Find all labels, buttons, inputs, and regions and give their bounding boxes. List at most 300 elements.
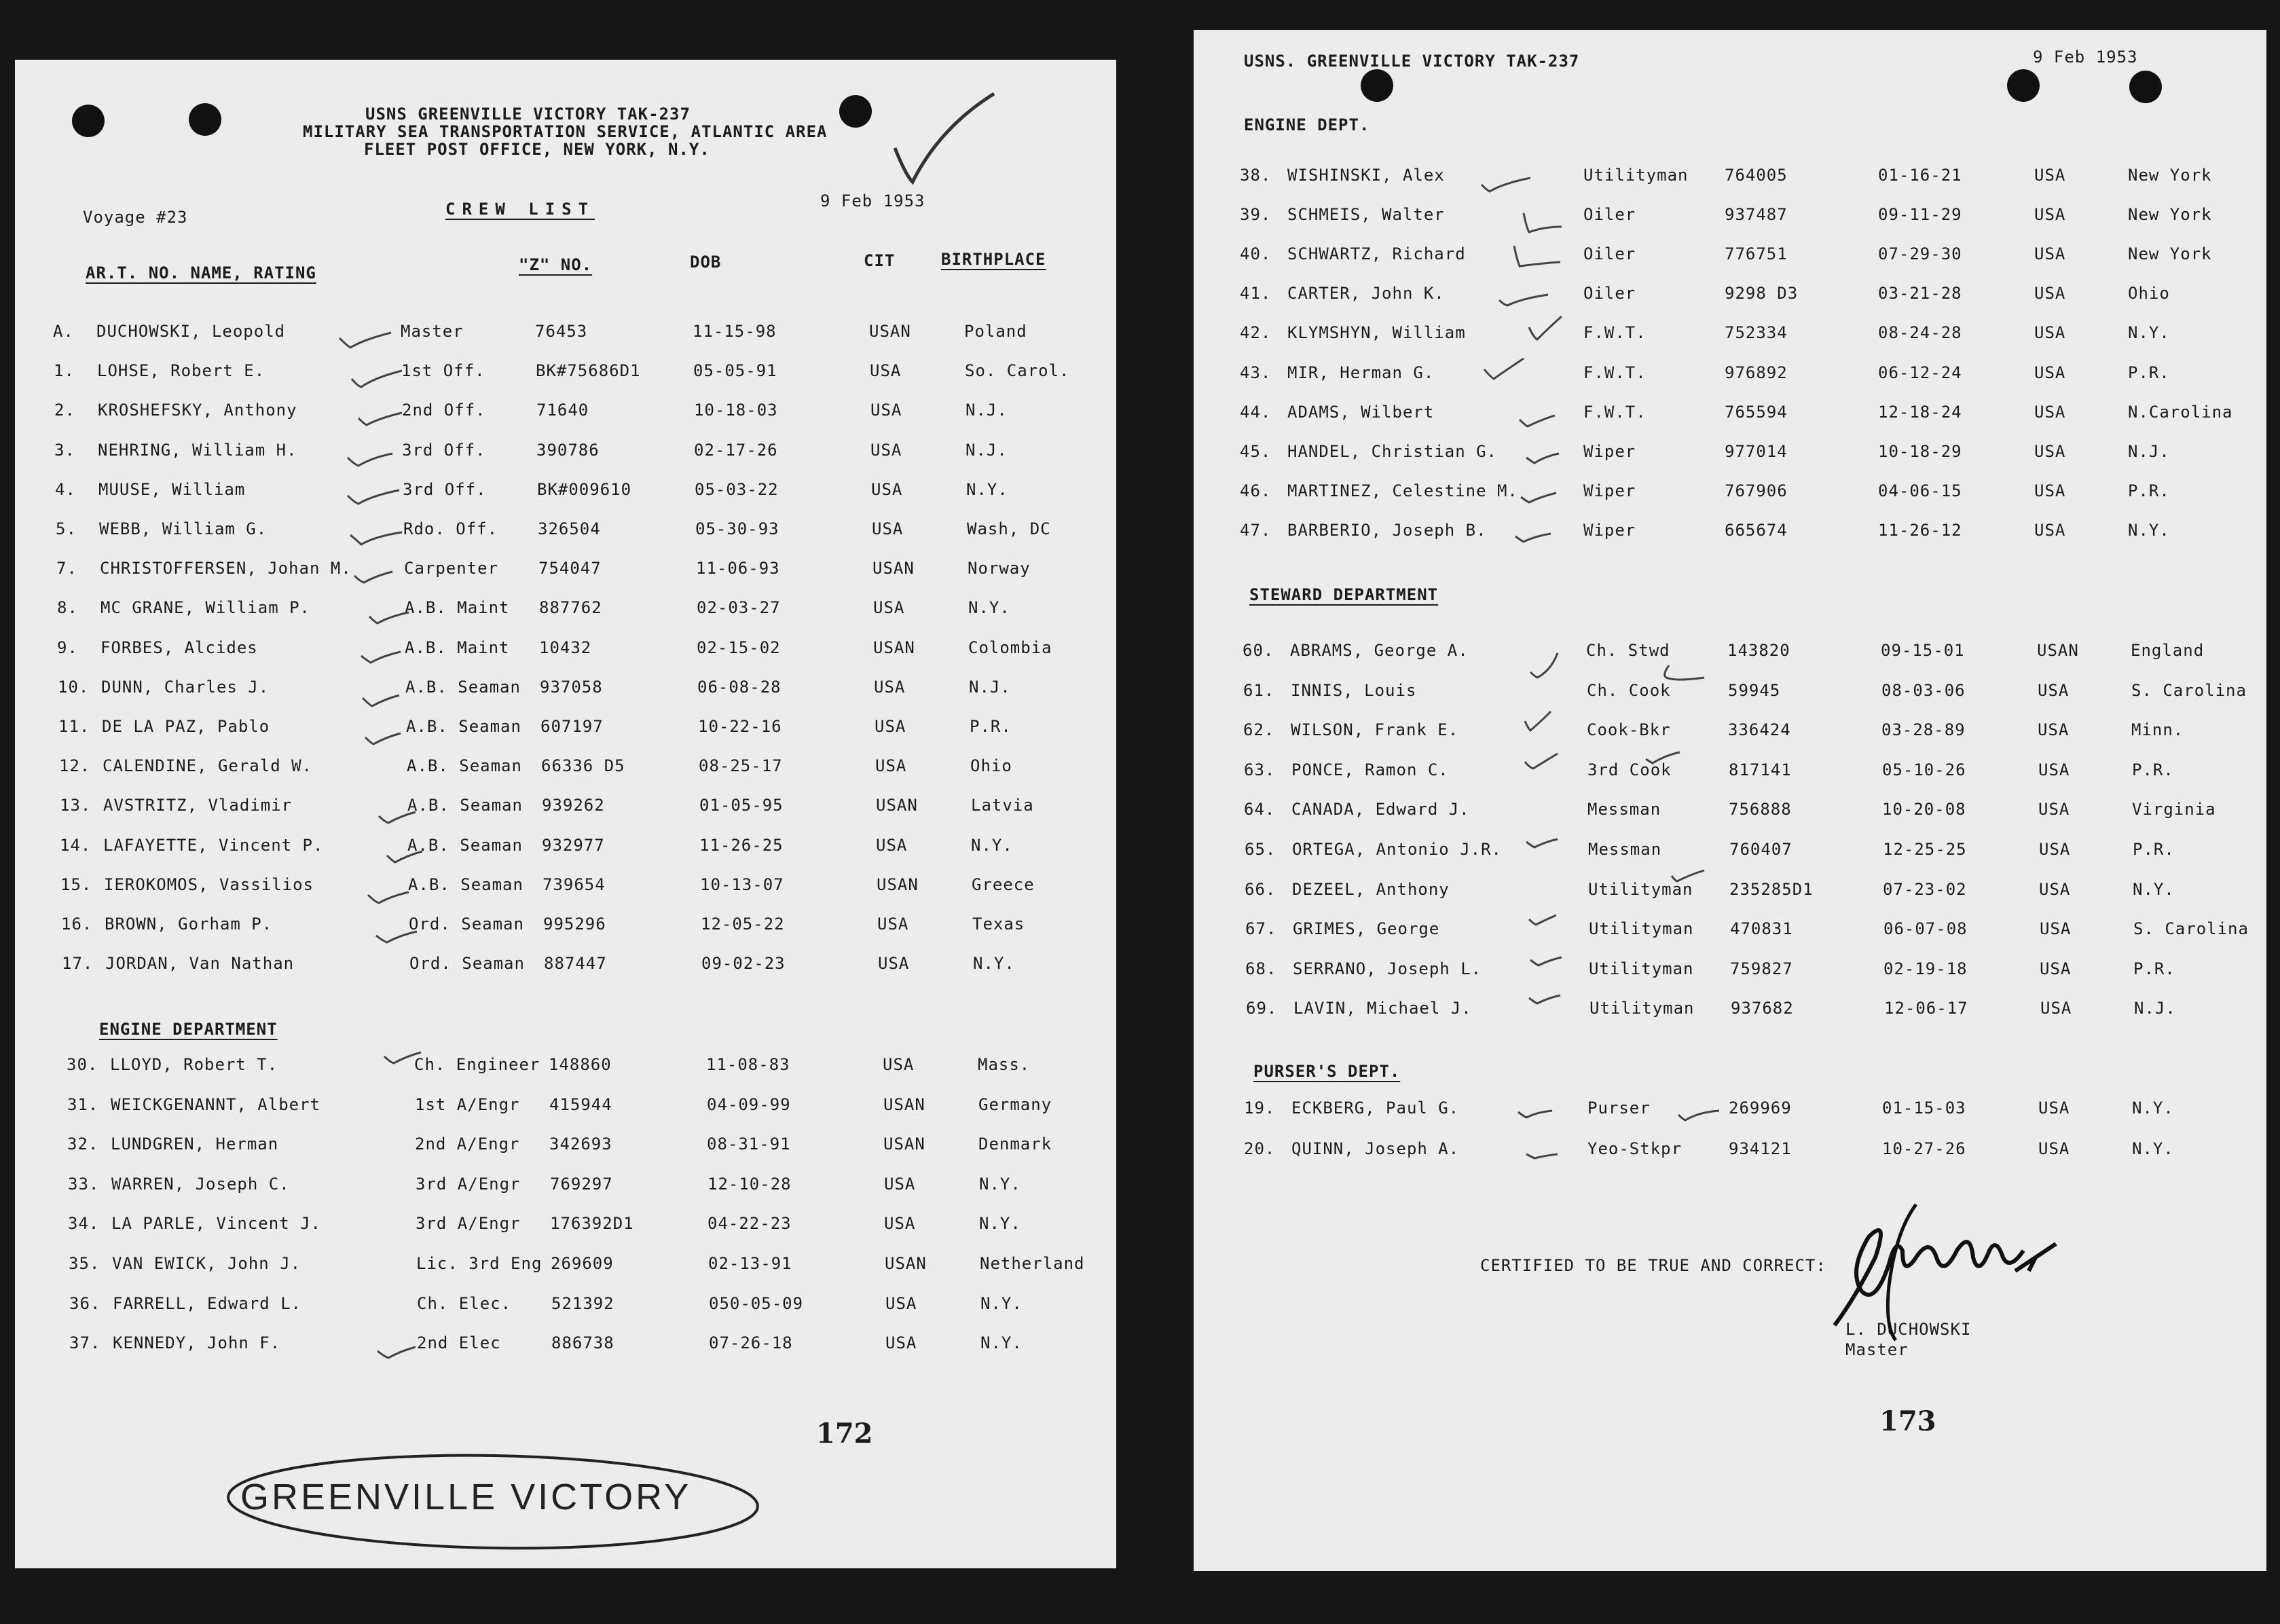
crew-z-number: 756888: [1729, 800, 1792, 819]
crew-rating: Oiler: [1583, 284, 1636, 303]
crew-citizenship: USA: [2038, 680, 2070, 700]
crew-name: QUINN, Joseph A.: [1291, 1139, 1460, 1158]
crew-citizenship: USAN: [877, 874, 919, 894]
crew-rating: A.B. Seaman: [407, 796, 523, 815]
crew-birthplace: N.J.: [2128, 441, 2170, 461]
crew-rating: F.W.T.: [1583, 323, 1647, 343]
crew-rating: 1st Off.: [401, 361, 485, 381]
header-line-2: MILITARY SEA TRANSPORTATION SERVICE, ATLANTIC AREA: [303, 122, 828, 141]
crew-rating: Oiler: [1583, 205, 1636, 225]
crew-number: 13.: [60, 796, 92, 815]
crew-rating: Wiper: [1583, 481, 1636, 500]
crew-rating: Lic. 3rd Eng: [416, 1254, 543, 1273]
crew-number: A.: [53, 322, 74, 341]
crew-citizenship: USAN: [883, 1094, 925, 1114]
document-date: 9 Feb 1953: [820, 191, 925, 210]
crew-birthplace: N.Y.: [979, 1214, 1021, 1234]
crew-dob: 11-08-83: [706, 1055, 790, 1074]
crew-rating: 3rd Cook: [1587, 760, 1672, 779]
crew-z-number: 754047: [538, 559, 602, 578]
crew-birthplace: N.Y.: [966, 479, 1008, 499]
crew-dob: 050-05-09: [709, 1293, 804, 1313]
crew-citizenship: USA: [2034, 166, 2066, 185]
crew-number: 33.: [68, 1174, 100, 1194]
crew-birthplace: N.Carolina: [2128, 402, 2233, 422]
crew-birthplace: England: [2131, 641, 2205, 660]
crew-citizenship: USAN: [885, 1254, 927, 1273]
crew-birthplace: N.Y.: [2133, 879, 2175, 899]
crew-citizenship: USA: [883, 1055, 915, 1074]
column-header-dob: DOB: [690, 253, 722, 272]
crew-number: 7.: [56, 559, 77, 578]
crew-z-number: 765594: [1725, 402, 1788, 422]
crew-rating: 3rd Off.: [402, 440, 486, 460]
crew-number: 15.: [60, 874, 92, 894]
crew-birthplace: N.Y.: [971, 835, 1013, 855]
column-header-name-rating: AR.T. NO. NAME, RATING: [86, 263, 316, 282]
crew-name: JORDAN, Van Nathan: [105, 954, 295, 974]
crew-number: 9.: [57, 638, 78, 657]
crew-birthplace: Ohio: [2128, 284, 2170, 303]
crew-dob: 02-03-27: [697, 598, 781, 618]
crew-number: 39.: [1240, 205, 1272, 225]
crew-rating: Wiper: [1583, 520, 1636, 540]
crew-z-number: 776751: [1725, 244, 1788, 264]
crew-name: GRIMES, George: [1293, 919, 1440, 939]
crew-z-number: BK#75686D1: [536, 361, 641, 381]
crew-citizenship: USA: [2039, 840, 2071, 859]
crew-dob: 06-12-24: [1878, 363, 1962, 382]
crew-dob: 04-06-15: [1878, 481, 1962, 500]
crew-number: 14.: [60, 835, 92, 855]
crew-name: NEHRING, William H.: [98, 440, 297, 460]
crew-name: HANDEL, Christian G.: [1287, 441, 1497, 461]
crew-birthplace: Netherland: [980, 1254, 1085, 1273]
crew-dob: 03-28-89: [1881, 720, 1966, 740]
crew-z-number: 739654: [543, 874, 606, 894]
crew-rating: 2nd Elec: [417, 1333, 501, 1353]
crew-name: MARTINEZ, Celestine M.: [1287, 481, 1518, 500]
crew-number: 40.: [1240, 244, 1272, 264]
crew-birthplace: P.R.: [2128, 363, 2170, 382]
crew-name: FARRELL, Edward L.: [113, 1293, 302, 1313]
crew-z-number: 995296: [543, 915, 606, 934]
crew-citizenship: USA: [2034, 205, 2066, 225]
crew-citizenship: USAN: [872, 559, 915, 578]
crew-number: 68.: [1245, 959, 1277, 978]
crew-number: 64.: [1244, 800, 1276, 819]
crew-z-number: 76453: [535, 322, 588, 341]
crew-dob: 05-03-22: [695, 479, 779, 499]
signer-title: Master: [1845, 1340, 1909, 1359]
page-number: 173: [1879, 1405, 1936, 1437]
crew-z-number: 886738: [551, 1333, 614, 1353]
crew-citizenship: USA: [2034, 481, 2066, 500]
crew-number: 35.: [69, 1254, 100, 1273]
crew-rating: Purser: [1587, 1099, 1651, 1118]
crew-birthplace: So. Carol.: [965, 361, 1070, 381]
crew-name: DE LA PAZ, Pablo: [102, 717, 270, 736]
document-title: CREW LIST: [445, 200, 595, 219]
crew-dob: 11-26-12: [1878, 520, 1962, 540]
voyage-label: Voyage #23: [83, 208, 188, 227]
crew-birthplace: Greece: [972, 874, 1035, 894]
crew-z-number: BK#009610: [537, 479, 632, 499]
crew-citizenship: USA: [2038, 720, 2070, 740]
certification-statement: CERTIFIED TO BE TRUE AND CORRECT:: [1480, 1256, 1826, 1275]
crew-name: ADAMS, Wilbert: [1287, 402, 1435, 422]
crew-name: LOHSE, Robert E.: [97, 361, 265, 381]
crew-number: 34.: [68, 1214, 100, 1234]
crew-dob: 07-26-18: [709, 1333, 793, 1353]
crew-name: INNIS, Louis: [1291, 680, 1417, 700]
crew-number: 37.: [69, 1333, 101, 1353]
crew-dob: 08-03-06: [1881, 680, 1966, 700]
crew-name: KLYMSHYN, William: [1287, 323, 1466, 343]
crew-rating: A.B. Seaman: [407, 835, 523, 855]
crew-birthplace: Denmark: [978, 1134, 1052, 1154]
crew-dob: 12-10-28: [707, 1174, 792, 1194]
document-date: 9 Feb 1953: [2033, 48, 2138, 67]
crew-dob: 06-08-28: [697, 677, 782, 697]
crew-rating: Messman: [1587, 800, 1661, 819]
crew-name: SCHMEIS, Walter: [1287, 205, 1445, 225]
crew-name: DEZEEL, Anthony: [1292, 879, 1450, 899]
crew-number: 1.: [54, 361, 75, 381]
crew-citizenship: USAN: [876, 796, 918, 815]
crew-dob: 12-25-25: [1883, 840, 1967, 859]
crew-citizenship: USA: [2038, 800, 2070, 819]
crew-dob: 09-11-29: [1878, 205, 1962, 225]
crew-dob: 02-15-02: [697, 638, 781, 657]
crew-citizenship: USA: [2040, 919, 2072, 939]
crew-z-number: 143820: [1727, 641, 1790, 660]
crew-birthplace: P.R.: [2128, 481, 2170, 500]
header-line-3: FLEET POST OFFICE, NEW YORK, N.Y.: [364, 140, 710, 159]
crew-citizenship: USA: [884, 1174, 916, 1194]
crew-number: 66.: [1245, 879, 1276, 899]
crew-birthplace: N.J.: [969, 677, 1011, 697]
crew-rating: Ord. Seaman: [409, 954, 525, 974]
crew-z-number: 769297: [550, 1174, 613, 1194]
crew-number: 4.: [55, 479, 76, 499]
crew-dob: 11-15-98: [693, 322, 777, 341]
crew-name: CALENDINE, Gerald W.: [103, 756, 312, 776]
crew-z-number: 269969: [1729, 1099, 1792, 1118]
crew-z-number: 59945: [1728, 680, 1781, 700]
crew-dob: 09-15-01: [1881, 641, 1965, 660]
crew-z-number: 934121: [1729, 1139, 1792, 1158]
crew-name: BARBERIO, Joseph B.: [1287, 520, 1487, 540]
crew-name: LUNDGREN, Herman: [111, 1134, 279, 1154]
crew-birthplace: Mass.: [978, 1055, 1031, 1074]
column-header-birthplace: BIRTHPLACE: [941, 250, 1046, 269]
crew-birthplace: N.Y.: [2128, 520, 2170, 540]
crew-dob: 05-30-93: [695, 519, 779, 538]
crew-z-number: 10432: [539, 638, 592, 657]
steward-department-heading: STEWARD DEPARTMENT: [1249, 585, 1439, 604]
crew-birthplace: N.Y.: [973, 954, 1015, 974]
crew-citizenship: USA: [2034, 520, 2066, 540]
crew-citizenship: USA: [2034, 363, 2066, 382]
crew-citizenship: USA: [872, 519, 904, 538]
crew-z-number: 817141: [1729, 760, 1792, 779]
crew-number: 17.: [62, 954, 94, 974]
crew-dob: 11-06-93: [696, 559, 780, 578]
crew-dob: 04-09-99: [707, 1094, 791, 1114]
crew-z-number: 66336 D5: [541, 756, 625, 776]
crew-z-number: 937058: [540, 677, 603, 697]
crew-birthplace: N.J.: [966, 401, 1008, 420]
crew-rating: Oiler: [1583, 244, 1636, 264]
crew-citizenship: USA: [870, 401, 902, 420]
crew-birthplace: N.J.: [966, 440, 1008, 460]
crew-number: 12.: [59, 756, 91, 776]
crew-number: 65.: [1245, 840, 1276, 859]
crew-birthplace: Latvia: [971, 796, 1034, 815]
crew-dob: 10-13-07: [700, 874, 784, 894]
crew-birthplace: P.R.: [2133, 959, 2175, 978]
crew-name: MIR, Herman G.: [1287, 363, 1435, 382]
crew-citizenship: USA: [874, 677, 906, 697]
crew-number: 2.: [54, 401, 75, 420]
engine-department-heading: ENGINE DEPARTMENT: [99, 1020, 278, 1039]
crew-rating: F.W.T.: [1583, 363, 1647, 382]
crew-rating: Rdo. Off.: [403, 519, 498, 538]
stamp-text: GREENVILLE VICTORY: [240, 1477, 692, 1517]
crew-dob: 01-05-95: [699, 796, 784, 815]
crew-rating: Utilityman: [1589, 959, 1694, 978]
crew-rating: 3rd A/Engr: [416, 1174, 521, 1194]
crew-number: 61.: [1243, 680, 1275, 700]
crew-z-number: 9298 D3: [1725, 284, 1799, 303]
crew-dob: 07-23-02: [1883, 879, 1967, 899]
crew-number: 43.: [1240, 363, 1272, 382]
crew-citizenship: USA: [2034, 323, 2066, 343]
crew-dob: 12-18-24: [1878, 402, 1962, 422]
crew-number: 5.: [56, 519, 77, 538]
crew-dob: 11-26-25: [699, 835, 784, 855]
crew-z-number: 235285D1: [1729, 879, 1814, 899]
crew-rating: A.B. Maint: [405, 598, 510, 618]
crew-number: 44.: [1240, 402, 1272, 422]
crew-birthplace: N.Y.: [2132, 1139, 2174, 1158]
crew-birthplace: S. Carolina: [2131, 680, 2247, 700]
crew-rating: 1st A/Engr: [415, 1094, 520, 1114]
crew-dob: 04-22-23: [707, 1214, 792, 1234]
header-title: USNS. GREENVILLE VICTORY TAK-237: [1244, 52, 1580, 71]
crew-z-number: 887762: [539, 598, 602, 618]
crew-name: AVSTRITZ, Vladimir: [103, 796, 293, 815]
crew-citizenship: USA: [877, 915, 909, 934]
crew-number: 46.: [1240, 481, 1272, 500]
crew-rating: A.B. Seaman: [406, 717, 521, 736]
crew-name: IEROKOMOS, Vassilios: [104, 874, 314, 894]
crew-number: 3.: [54, 440, 75, 460]
crew-birthplace: P.R.: [2133, 840, 2175, 859]
crew-birthplace: New York: [2128, 166, 2212, 185]
crew-dob: 08-24-28: [1878, 323, 1962, 343]
crew-citizenship: USAN: [869, 322, 911, 341]
crew-name: CHRISTOFFERSEN, Johan M.: [100, 559, 352, 578]
crew-dob: 10-22-16: [698, 717, 782, 736]
crew-name: CARTER, John K.: [1287, 284, 1445, 303]
crew-dob: 12-05-22: [701, 915, 785, 934]
crew-rating: 3rd Off.: [403, 479, 487, 499]
pursers-dept-heading: PURSER'S DEPT.: [1253, 1062, 1401, 1081]
crew-number: 62.: [1243, 720, 1275, 740]
crew-name: MC GRANE, William P.: [100, 598, 310, 618]
crew-rating: Ord. Seaman: [409, 915, 524, 934]
crew-dob: 10-18-03: [694, 401, 778, 420]
crew-z-number: 521392: [551, 1293, 614, 1313]
crew-dob: 09-02-23: [701, 954, 786, 974]
crew-birthplace: P.R.: [2132, 760, 2174, 779]
crew-citizenship: USA: [2038, 1139, 2070, 1158]
crew-rating: Utilityman: [1589, 999, 1695, 1018]
crew-birthplace: N.Y.: [2132, 1099, 2174, 1118]
crew-citizenship: USA: [2039, 879, 2071, 899]
crew-citizenship: USA: [2040, 999, 2072, 1018]
crew-z-number: 607197: [540, 717, 604, 736]
crew-rating: 2nd Off.: [402, 401, 486, 420]
crew-citizenship: USA: [871, 479, 903, 499]
crew-z-number: 342693: [549, 1134, 612, 1154]
left-document-page: [15, 60, 1116, 1568]
crew-citizenship: USAN: [873, 638, 915, 657]
crew-rating: F.W.T.: [1583, 402, 1647, 422]
crew-citizenship: USA: [885, 1293, 917, 1313]
crew-z-number: 977014: [1725, 441, 1788, 461]
signer-name: L. DUCHOWSKI: [1845, 1320, 1972, 1339]
crew-rating: 2nd A/Engr: [415, 1134, 520, 1154]
crew-name: DUNN, Charles J.: [101, 677, 270, 697]
crew-rating: Master: [401, 322, 464, 341]
crew-citizenship: USA: [2034, 244, 2066, 264]
crew-name: PONCE, Ramon C.: [1291, 760, 1449, 779]
crew-dob: 02-17-26: [694, 440, 778, 460]
crew-birthplace: N.Y.: [968, 598, 1010, 618]
crew-birthplace: Ohio: [970, 756, 1012, 776]
crew-z-number: 148860: [549, 1055, 612, 1074]
pen-checkmarks: [1194, 30, 2266, 1571]
crew-name: CANADA, Edward J.: [1291, 800, 1470, 819]
crew-rating: Utilityman: [1589, 919, 1694, 939]
crew-number: 32.: [67, 1134, 99, 1154]
crew-number: 10.: [58, 677, 90, 697]
crew-rating: Utilityman: [1583, 166, 1689, 185]
crew-citizenship: USA: [2034, 441, 2066, 461]
crew-number: 67.: [1245, 919, 1277, 939]
crew-birthplace: Colombia: [968, 638, 1052, 657]
crew-z-number: 390786: [536, 440, 600, 460]
crew-birthplace: S. Carolina: [2133, 919, 2249, 939]
crew-name: BROWN, Gorham P.: [105, 915, 273, 934]
crew-birthplace: Norway: [968, 559, 1031, 578]
crew-birthplace: Texas: [972, 915, 1025, 934]
crew-number: 30.: [67, 1055, 98, 1074]
crew-name: LLOYD, Robert T.: [110, 1055, 278, 1074]
crew-citizenship: USA: [876, 835, 908, 855]
crew-z-number: 937682: [1731, 999, 1794, 1018]
crew-name: VAN EWICK, John J.: [112, 1254, 301, 1273]
crew-rating: Yeo-Stkpr: [1587, 1139, 1683, 1158]
crew-citizenship: USAN: [2037, 641, 2079, 660]
crew-rating: Ch. Cook: [1587, 680, 1671, 700]
crew-birthplace: P.R.: [970, 717, 1012, 736]
crew-number: 38.: [1240, 166, 1272, 185]
pen-checkmarks: [15, 60, 1116, 1568]
crew-rating: Utilityman: [1588, 879, 1693, 899]
crew-z-number: 939262: [542, 796, 605, 815]
crew-dob: 02-13-91: [708, 1254, 792, 1273]
crew-rating: Messman: [1588, 840, 1662, 859]
crew-number: 36.: [69, 1293, 101, 1313]
crew-citizenship: USA: [870, 440, 902, 460]
column-header-cit: CIT: [864, 251, 896, 270]
crew-name: ABRAMS, George A.: [1290, 641, 1469, 660]
crew-dob: 07-29-30: [1878, 244, 1962, 264]
crew-dob: 05-10-26: [1882, 760, 1966, 779]
crew-rating: Ch. Stwd: [1586, 641, 1670, 660]
crew-name: MUUSE, William: [98, 479, 246, 499]
crew-name: WEBB, William G.: [99, 519, 268, 538]
crew-citizenship: USA: [2040, 959, 2072, 978]
crew-dob: 08-25-17: [699, 756, 783, 776]
crew-name: WISHINSKI, Alex: [1287, 166, 1445, 185]
crew-number: 11.: [58, 717, 90, 736]
crew-z-number: 760407: [1729, 840, 1792, 859]
crew-birthplace: Virginia: [2132, 800, 2216, 819]
crew-citizenship: USA: [2038, 1099, 2070, 1118]
crew-birthplace: Wash, DC: [967, 519, 1051, 538]
crew-rating: A.B. Maint: [405, 638, 510, 657]
crew-dob: 05-05-91: [693, 361, 777, 381]
crew-name: LAVIN, Michael J.: [1293, 999, 1472, 1018]
crew-birthplace: N.Y.: [979, 1174, 1021, 1194]
crew-citizenship: USA: [2034, 284, 2066, 303]
crew-birthplace: Germany: [978, 1094, 1052, 1114]
crew-z-number: 887447: [544, 954, 607, 974]
crew-birthplace: N.J.: [2134, 999, 2176, 1018]
crew-birthplace: N.Y.: [980, 1293, 1023, 1313]
crew-name: FORBES, Alcides: [100, 638, 258, 657]
crew-rating: A.B. Seaman: [408, 874, 523, 894]
crew-z-number: 759827: [1730, 959, 1793, 978]
crew-z-number: 336424: [1728, 720, 1791, 740]
crew-rating: 3rd A/Engr: [416, 1214, 521, 1234]
crew-citizenship: USA: [875, 717, 906, 736]
crew-z-number: 326504: [538, 519, 601, 538]
crew-dob: 08-31-91: [707, 1134, 791, 1154]
crew-name: ECKBERG, Paul G.: [1291, 1099, 1460, 1118]
crew-birthplace: New York: [2128, 205, 2212, 225]
crew-name: LA PARLE, Vincent J.: [111, 1214, 321, 1234]
crew-dob: 03-21-28: [1878, 284, 1962, 303]
crew-name: SCHWARTZ, Richard: [1287, 244, 1466, 264]
crew-name: KROSHEFSKY, Anthony: [98, 401, 297, 420]
crew-z-number: 269609: [551, 1254, 614, 1273]
crew-z-number: 764005: [1725, 166, 1788, 185]
crew-dob: 01-16-21: [1878, 166, 1962, 185]
crew-rating: Ch. Engineer: [414, 1055, 540, 1074]
crew-z-number: 470831: [1730, 919, 1793, 939]
crew-z-number: 767906: [1725, 481, 1788, 500]
crew-number: 60.: [1243, 641, 1274, 660]
crew-z-number: 415944: [549, 1094, 612, 1114]
header-line-1: USNS GREENVILLE VICTORY TAK-237: [365, 105, 691, 124]
crew-z-number: 932977: [542, 835, 605, 855]
